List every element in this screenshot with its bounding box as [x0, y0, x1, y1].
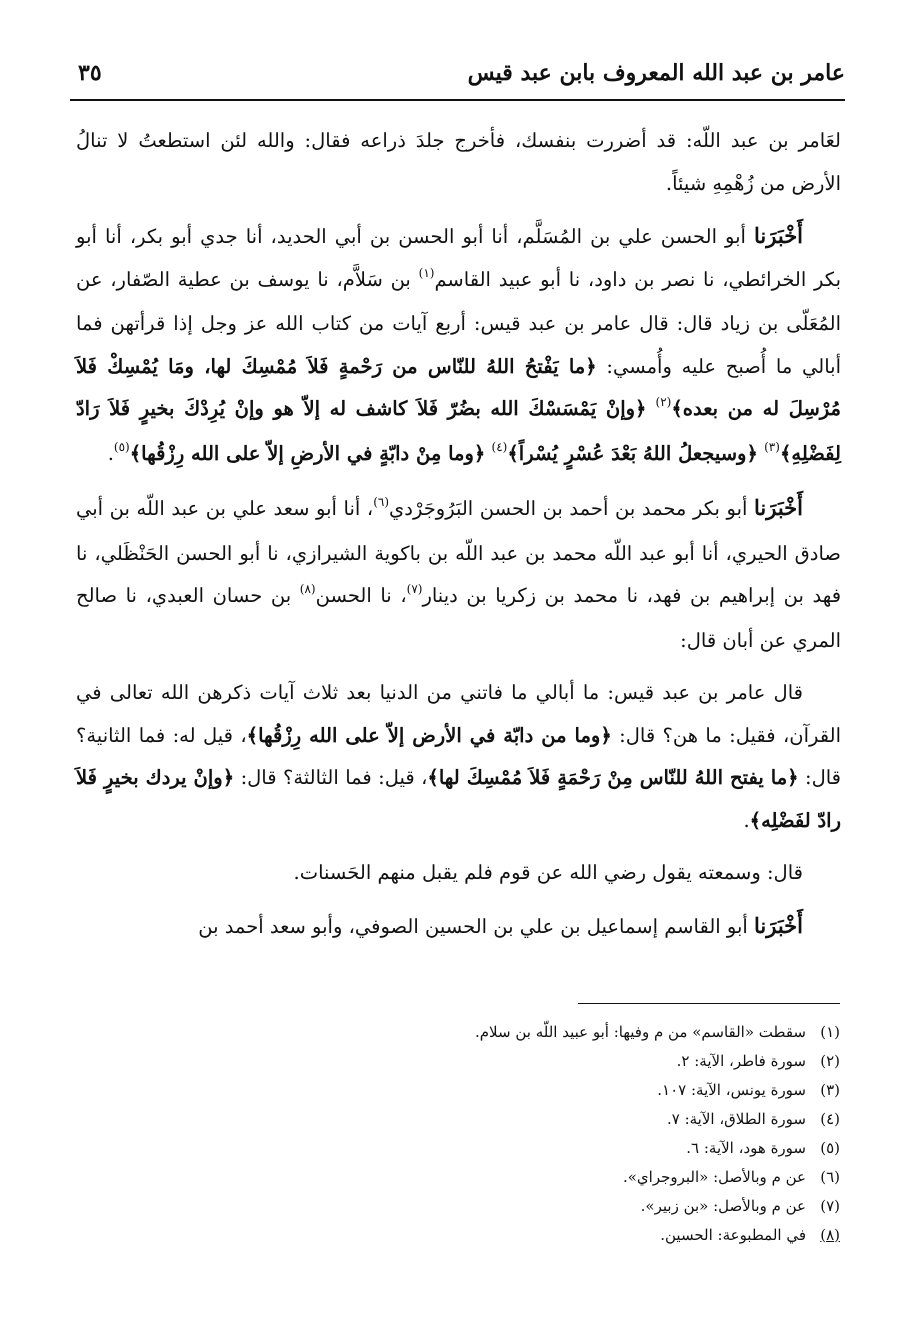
period: . — [743, 808, 750, 832]
isnad-text: بن سَلاَّم، نا يوسف بن عطية الصّفار، عن المُعَلّى بن زياد قال: قال عامر بن عبد قيس: أربع آيات من كتاب الله عز وجل إذا قرأتهن فما أبالي ما أُصبح عليه وأُمسي: — [76, 267, 841, 378]
footnote — [240, 1047, 840, 1076]
akhbarana-lead: أَخْبَرَنا — [754, 912, 803, 938]
quran-verse: ﴿وإنْ يَمْسَسْكَ الله بضُرّ فَلاَ كاشف له إلاّ هو وإنْ يُرِدْكَ بخيرٍ فَلاَ رَادّ لِفَضْلِهِ﴾ — [76, 397, 841, 465]
narration-text: ، قيل: فما الثالثة؟ قال: — [240, 766, 428, 789]
akhbarana-lead: أَخْبَرَنا — [754, 495, 803, 520]
footnote-ref-8: (٨) — [299, 582, 316, 596]
quran-verse: ﴿ما يَفْتحُ اللهُ للنّاس من رَحْمةٍ فَلاَ مُمْسِكَ لها، ومَا يُمْسِكْ فَلاَ مُرْسِلَ له من بعده﴾ — [76, 354, 841, 420]
footnote — [240, 1105, 840, 1134]
footnote-text: عن م وبالأصل: «بن زبير». — [640, 1197, 806, 1215]
paragraph-4 — [76, 672, 841, 842]
footnote-number: (٢) — [820, 1052, 840, 1070]
paragraph-2 — [76, 215, 841, 477]
footnote-text: سورة الطلاق، الآية: ٧. — [666, 1110, 806, 1128]
narration-text: قال عامر بن عبد قيس: ما أبالي ما فاتني من الدنيا بعد ثلاث آيات ذكرهن الله تعالى في القرآن، فقيل: ما هن؟ قال: — [76, 681, 841, 747]
footnote-ref-4: (٤) — [491, 439, 508, 454]
isnad-text: ، نا الحسن — [315, 584, 407, 607]
footnote-number: (٨) — [820, 1226, 840, 1244]
period: . — [107, 441, 114, 465]
footnote-number: (٦) — [820, 1168, 840, 1186]
footnote — [240, 1076, 840, 1105]
running-title: عامر بن عبد الله المعروف بابن عبد قيس — [467, 60, 845, 86]
footnote — [240, 1192, 840, 1221]
footnote-ref-3: (٣) — [764, 439, 780, 454]
paragraph-1: لعَامر بن عبد اللّه: قد أضررت بنفسك، فأخرج جلدَ ذراعه فقال: والله لئن استطعتُ لا تنالُ الأرض من زُهْمِهِ شيئاً. — [76, 129, 841, 195]
footnote-rule — [578, 1003, 840, 1004]
footnote-ref-1: (١) — [418, 265, 435, 280]
quran-verse: ﴿وما من دابّة في الأرض إلاّ على الله رِزْقُها﴾ — [246, 723, 612, 747]
header-rule — [70, 99, 845, 101]
footnote — [240, 1221, 840, 1250]
quran-verse: ﴿وسيجعلُ اللهُ بَعْدَ عُسْرٍ يُسْراً﴾ — [507, 441, 758, 465]
quran-verse: ﴿وما مِنْ دابّةٍ في الأرضِ إلاّ على الله رِزْقُها﴾ — [129, 441, 486, 465]
narration-text: ، قيل له: فما الثانية؟ قال: — [76, 723, 842, 789]
isnad-text: أبو بكر محمد بن أحمد بن الحسن البَرُوجَرْدي — [389, 497, 748, 520]
isnad-text: بن حسان العبدي، نا صالح المري عن أبان قال: — [76, 584, 841, 652]
footnote-ref-5: (٥) — [113, 439, 130, 454]
paragraph-3 — [76, 487, 841, 662]
quran-verse: ﴿وإنْ يردك بخيرٍ فَلاَ رادّ لفَضْلِه﴾ — [76, 766, 841, 832]
footnote — [240, 1163, 840, 1192]
footnote — [240, 1134, 840, 1163]
footnote-number: (١) — [820, 1023, 840, 1041]
running-header — [70, 58, 845, 98]
footnote-ref-7: (٧) — [406, 582, 423, 596]
main-text — [76, 120, 841, 958]
paragraph-5: قال: وسمعته يقول رضي الله عن قوم فلم يقبل منهم الحَسنات. — [293, 861, 803, 884]
footnote-text: سورة فاطر، الآية: ٢. — [676, 1052, 806, 1070]
footnote-text: سقطت «القاسم» من م وفيها: أبو عبيد اللّه بن سلام. — [474, 1023, 806, 1041]
page-number: ٣٥ — [78, 60, 102, 86]
footnote-ref-2: (٢) — [655, 395, 672, 409]
footnote-text: في المطبوعة: الحسين. — [660, 1226, 806, 1244]
footnote-number: (٧) — [820, 1197, 840, 1215]
isnad-text: ، أنا أبو سعد علي بن عبد اللّه بن أبي صادق الحيري، أنا أبو عبد اللّه محمد بن عبد اللّه بن باكوية الشيرازي، نا أبو الحسن الحَنْظَلي، نا فهد بن إبراهيم بن فهد، نا محمد بن زكريا بن دينار — [76, 497, 842, 607]
isnad-text: أبو القاسم إسماعيل بن علي بن الحسين الصوفي، وأبو سعد أحمد بن — [198, 914, 748, 938]
isnad-text: أبو الحسن علي بن المُسَلَّم، أنا أبو الحسن بن أبي الحديد، أنا جدي أبو بكر، أنا أبو بكر الخرائطي، نا نصر بن داود، نا أبو عبيد القاسم — [76, 225, 841, 291]
akhbarana-lead: أَخْبَرَنا — [754, 223, 804, 248]
footnote-text: سورة يونس، الآية: ١٠٧. — [657, 1081, 806, 1099]
footnote-number: (٥) — [820, 1139, 840, 1157]
footnote-number: (٤) — [820, 1110, 840, 1128]
footnotes — [240, 1018, 840, 1250]
footnote — [240, 1018, 840, 1047]
footnote-ref-6: (٦) — [373, 495, 390, 509]
quran-verse: ﴿ما يفتح اللهُ للنّاس مِنْ رَحْمَةٍ فَلاَ مُمْسِكَ لها﴾ — [427, 766, 799, 789]
footnote-number: (٣) — [820, 1081, 840, 1099]
footnote-text: عن م وبالأصل: «البروجراي». — [622, 1168, 806, 1186]
footnote-text: سورة هود، الآية: ٦. — [686, 1139, 806, 1157]
paragraph-6 — [76, 905, 841, 949]
